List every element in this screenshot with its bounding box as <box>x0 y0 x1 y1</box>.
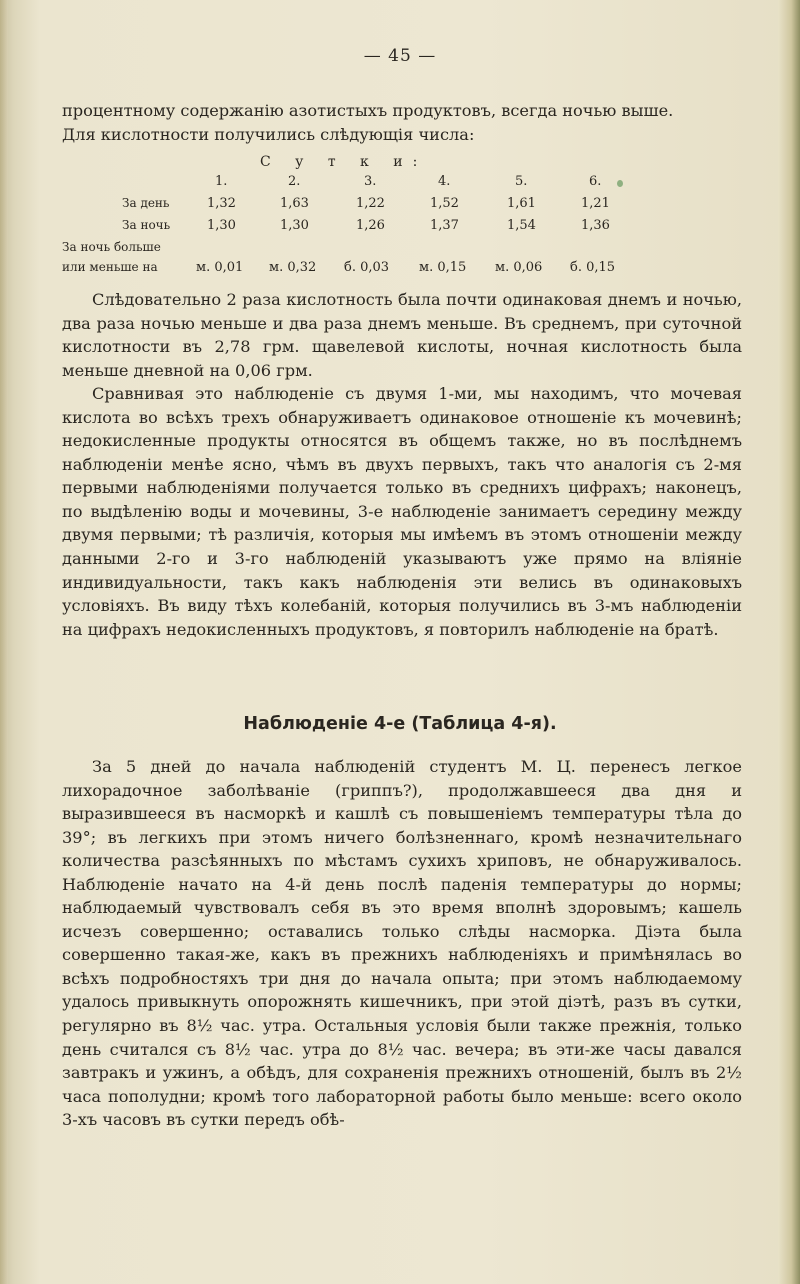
col-number: 2. <box>288 174 301 189</box>
table-cell: 1,52 <box>430 196 459 211</box>
table-cell: м. 0,15 <box>419 260 467 275</box>
table-cell: 1,37 <box>430 218 459 233</box>
paragraph-comparison: Сравнивая это наблюденіе съ двумя 1-ми, мы находимъ, что мочевая кислота во всѣхъ трехъ обнаруживаетъ одинаковое отношеніе къ мочевинѣ; недокисленные продукты относятся въ общемъ также, но въ послѣднемъ наблюденіи менѣе ясно, чѣмъ въ двухъ первыхъ, такъ что аналогія съ 2-мя первыми наблюденіями получается только въ среднихъ цифрахъ; наконецъ, по выдѣленію воды и мочевины, 3-е наблюденіе занимаетъ середину между двумя первыми; тѣ различія, которыя мы имѣемъ въ этомъ отношеніи между данными 2-го и 3-го наблюденій указываютъ уже прямо на вліяніе индивидуальности, такъ какъ наблюденія эти велись въ одинаковыхъ условіяхъ. Въ виду тѣхъ колебаній, которыя получились въ 3-мъ наблюденіи на цифрахъ недокисленныхъ продуктовъ, я повторилъ наблюденіе на братѣ. <box>62 384 742 639</box>
table-cell: 1,30 <box>280 218 309 233</box>
col-number: 1. <box>215 174 228 189</box>
table-cell: 1,21 <box>581 196 610 211</box>
row-label-night: За ночь <box>122 218 171 232</box>
diff-label-line-1: За ночь больше <box>62 240 161 254</box>
col-number: 6. <box>589 174 602 189</box>
table-cell: м. 0,32 <box>269 260 317 275</box>
intro-line-2: Для кислотности получились слѣдующія числа: <box>62 124 475 144</box>
table-caption: С у т к и: <box>260 154 428 170</box>
page-right-edge <box>778 0 800 1284</box>
col-number: 4. <box>438 174 451 189</box>
col-number: 5. <box>515 174 528 189</box>
table-cell: б. 0,03 <box>344 260 390 275</box>
acidity-table <box>62 154 742 280</box>
table-cell: б. 0,15 <box>570 260 616 275</box>
table-cell: 1,61 <box>507 196 536 211</box>
table-cell: 1,32 <box>207 196 236 211</box>
table-cell: 1,22 <box>356 196 385 211</box>
section-heading: Наблюденіе 4-е (Таблица 4-я). <box>243 714 557 734</box>
body-block-2 <box>62 755 742 1132</box>
table-cell: 1,26 <box>356 218 385 233</box>
col-number: 3. <box>364 174 377 189</box>
body-block-1 <box>62 288 742 641</box>
intro <box>62 99 742 146</box>
table-cell: 1,30 <box>207 218 236 233</box>
table-cell: м. 0,01 <box>196 260 244 275</box>
row-label-day: За день <box>122 196 170 210</box>
table-cell: м. 0,06 <box>495 260 543 275</box>
table-cell: 1,63 <box>280 196 309 211</box>
page-left-edge <box>0 0 8 1284</box>
diff-label-line-2: или меньше на <box>62 260 158 274</box>
page-number: — 45 — <box>363 46 437 66</box>
intro-line-1: процентному содержанію азотистыхъ продуктовъ, всегда ночью выше. <box>62 101 674 120</box>
paragraph-observation-4: За 5 дней до начала наблюденій студентъ М. Ц. перенесъ легкое лихорадочное заболѣваніе (гриппъ?), продолжавшееся два дня и выразившееся въ насморкѣ и кашлѣ съ повышеніемъ температуры тѣла до 39°; въ легкихъ при этомъ ничего болѣзненнаго, кромѣ незначительнаго количества разсѣянныхъ по мѣстамъ сухихъ хриповъ, не обнаруживалось. Наблюденіе начато на 4-й день послѣ паденія температуры до нормы; наблюдаемый чувствовалъ себя въ это время вполнѣ здоровымъ; кашель исчезъ совершенно; оставались только слѣды насморка. Діэта была совершенно такая-же, какъ въ прежнихъ наблюденіяхъ и примѣнялась во всѣхъ подробностяхъ три дня до начала опыта; при этомъ наблюдаемому удалось привыкнуть опорожнять кишечникъ, при этой діэтѣ, разъ въ сутки, регулярно въ 8½ час. утра. Остальныя условія были также прежнія, только день считался съ 8½ час. утра до 8½ час. вечера; въ эти-же часы давался завтракъ и ужинъ, а обѣдъ, для сохраненія прежнихъ отношеній, былъ въ 2½ часа пополудни; кромѣ того лабораторной работы было меньше: всего около 3-хъ часовъ въ сутки передъ обѣ- <box>62 757 742 1130</box>
table-cell: 1,54 <box>507 218 536 233</box>
table-cell: 1,36 <box>581 218 610 233</box>
paragraph-conclusion: Слѣдовательно 2 раза кислотность была почти одинаковая днемъ и ночью, два раза ночью меньше и два раза днемъ меньше. Въ среднемъ, при суточной кислотности въ 2,78 грм. щавелевой кислоты, ночная кислотность была меньше дневной на 0,06 грм. <box>62 290 742 380</box>
